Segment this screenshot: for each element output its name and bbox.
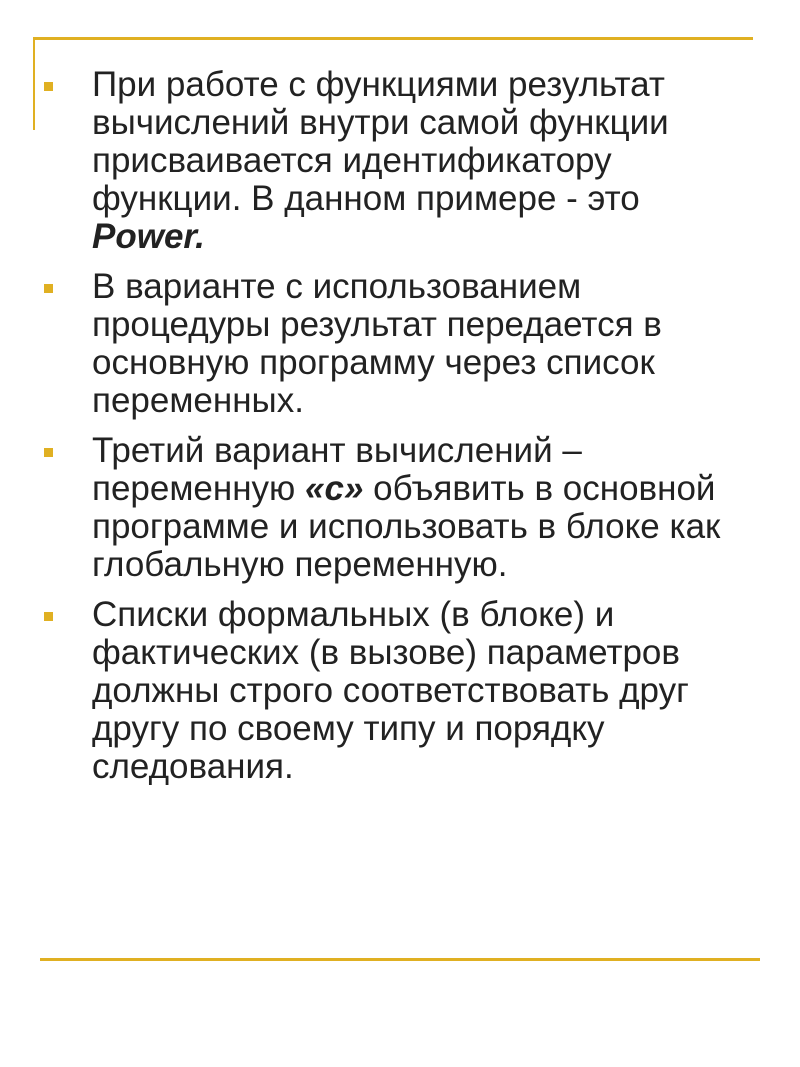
bullet-item (0, 432, 800, 584)
bullet-text (92, 268, 760, 420)
square-bullet-icon (44, 448, 53, 457)
top-rule (33, 37, 753, 40)
bullet-text-main: При работе с функциями результат вычислений внутри самой функции присваивается идентификатору функции. В данном примере - это (92, 65, 669, 218)
square-bullet-icon (44, 82, 53, 91)
bullet-item (0, 66, 800, 256)
square-bullet-icon (44, 284, 53, 293)
bottom-rule (40, 958, 760, 961)
bullet-text-main: Третий вариант вычислений – переменную (92, 431, 582, 508)
bullet-text-emphasis: «с» (305, 469, 364, 508)
bullet-text (92, 432, 760, 584)
bullet-text-tail: объявить в основной программе и использовать в блоке как глобальную переменную. (92, 469, 721, 584)
bullet-text (92, 596, 760, 786)
bullet-text-main: Списки формальных (в блоке) и фактических (в вызове) параметров должны строго соответствовать друг другу по своему типу и порядку следования. (92, 595, 689, 786)
square-bullet-icon (44, 612, 53, 621)
bullet-item (0, 596, 800, 786)
slide-body (0, 66, 800, 798)
bullet-text (92, 66, 760, 256)
bullet-text-main: В варианте с использованием процедуры результат передается в основную программу через список переменных. (92, 267, 662, 420)
bullet-text-emphasis: Power. (92, 217, 205, 256)
bullet-item (0, 268, 800, 420)
